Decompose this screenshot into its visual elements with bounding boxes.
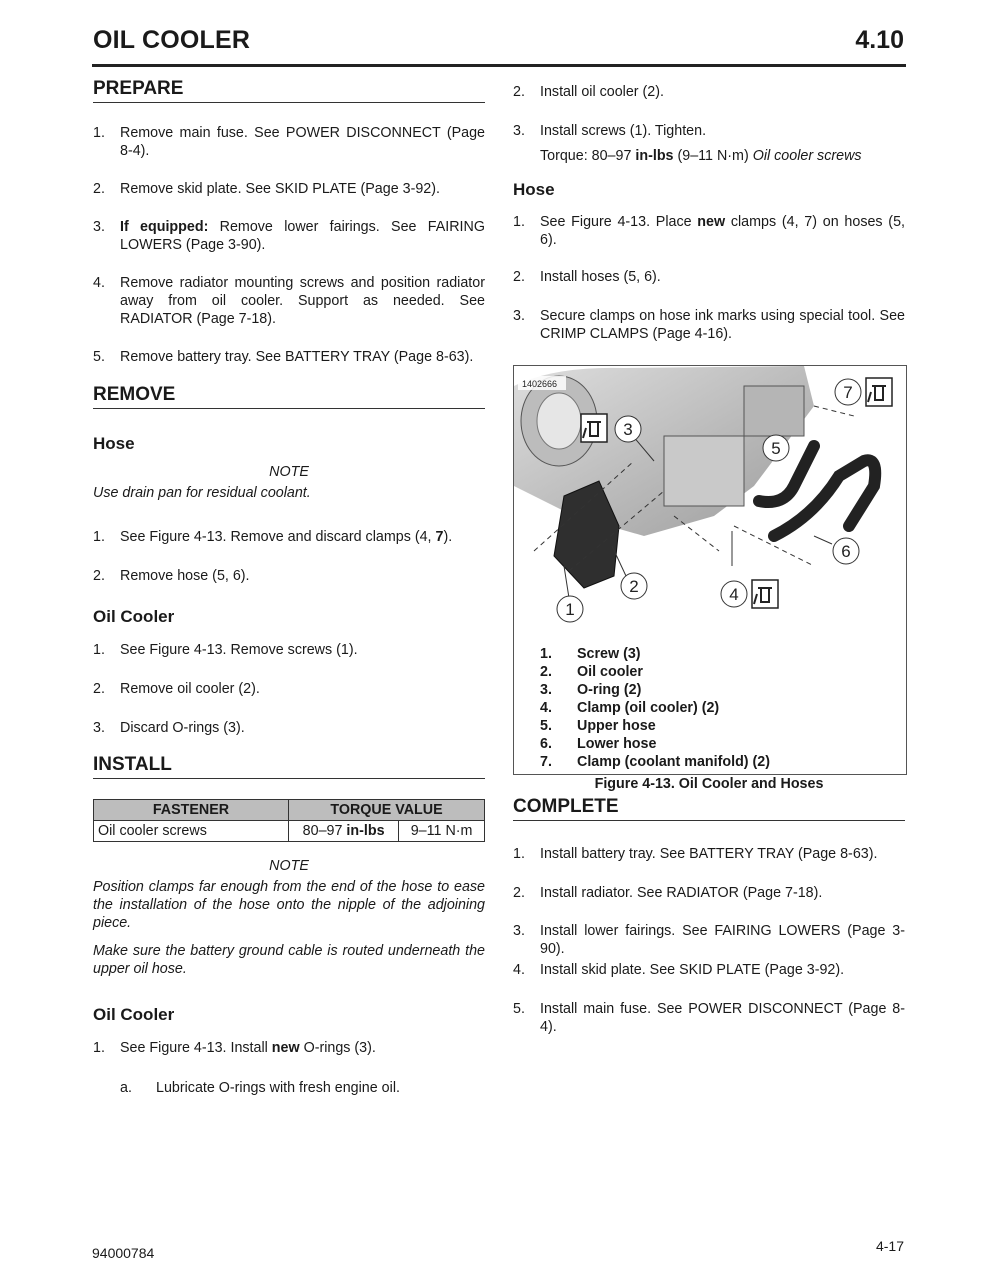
install-hose-step-2: 2. Install hoses (5, 6).	[513, 269, 661, 285]
remove-cooler-step-3: 3. Discard O-rings (3).	[93, 720, 245, 736]
legend-item: 3. O-ring (2)	[540, 682, 642, 698]
remove-oil-cooler-heading: Oil Cooler	[93, 607, 175, 626]
legend-item: 1. Screw (3)	[540, 646, 641, 662]
legend-item: 2. Oil cooler	[540, 664, 643, 680]
install-heading: INSTALL	[93, 754, 485, 779]
torque-imperial-cell: 80–97 in-lbs	[289, 821, 399, 842]
legend-item: 6. Lower hose	[540, 736, 657, 752]
prepare-step-3: 3. If equipped: Remove lower fairings. See FAIRING LOWERS (Page 3-90).	[93, 219, 485, 253]
legend-item: 4. Clamp (oil cooler) (2)	[540, 700, 720, 716]
discard-icon	[752, 580, 778, 608]
torque-spec: Torque: 80–97 in-lbs (9–11 N·m) Oil cooler screws	[540, 148, 862, 164]
section-number: 4.10	[855, 26, 904, 54]
install-note-label: NOTE	[269, 858, 309, 874]
complete-heading: COMPLETE	[513, 796, 905, 821]
page-number: 4-17	[875, 1238, 904, 1254]
install-cooler-step-2: 2. Install oil cooler (2).	[513, 84, 664, 100]
remove-hose-step-2: 2. Remove hose (5, 6).	[93, 568, 250, 584]
install-hose-step-1: 1. See Figure 4-13. Place new clamps (4, 7) on hoses (5, 6).	[513, 214, 905, 248]
prepare-step-4: 4. Remove radiator mounting screws and position radiator away from oil cooler. Support as needed. See RADIATOR (Page 7-18).	[93, 275, 485, 327]
install-hose-step-3: 3. Secure clamps on hose ink marks using special tool. See CRIMP CLAMPS (Page 4-16).	[513, 308, 905, 342]
install-cooler-substep-a: a. Lubricate O-rings with fresh engine oil.	[120, 1080, 400, 1096]
note-label: NOTE	[269, 464, 309, 480]
fastener-header: FASTENER	[94, 800, 289, 821]
page-title: OIL COOLER	[93, 26, 251, 54]
oil-cooler-illustration	[514, 366, 904, 638]
figure-caption: Figure 4-13. Oil Cooler and Hoses	[594, 776, 824, 792]
remove-hose-step-1: 1. See Figure 4-13. Remove and discard clamps (4, 7).	[93, 529, 453, 545]
remove-hose-heading: Hose	[93, 434, 135, 453]
complete-step-4: 4. Install skid plate. See SKID PLATE (Page 3-92).	[513, 962, 845, 978]
install-cooler-step-1: 1. See Figure 4-13. Install new O-rings (3).	[93, 1040, 376, 1056]
remove-cooler-step-1: 1. See Figure 4-13. Remove screws (1).	[93, 642, 358, 658]
install-cooler-step-3: 3. Install screws (1). Tighten.	[513, 123, 707, 139]
callout-4: 4	[729, 585, 739, 604]
complete-step-1: 1. Install battery tray. See BATTERY TRAY (Page 8-63).	[513, 846, 878, 862]
install-note-1: Position clamps far enough from the end of the hose to ease the installation of the hose onto the nipple of the adjoining piece.	[93, 879, 485, 931]
legend-item: 5. Upper hose	[540, 718, 656, 734]
prepare-step-2: 2. Remove skid plate. See SKID PLATE (Page 3-92).	[93, 181, 440, 197]
torque-metric-cell: 9–11 N·m	[399, 821, 485, 842]
legend-item: 7. Clamp (coolant manifold) (2)	[540, 754, 771, 770]
image-id: 1402666	[522, 379, 558, 389]
remove-heading: REMOVE	[93, 384, 485, 409]
discard-icon	[866, 378, 892, 406]
install-note-2: Make sure the battery ground cable is routed underneath the upper oil hose.	[93, 943, 485, 977]
header-rule	[92, 64, 906, 67]
prepare-heading: PREPARE	[93, 78, 485, 103]
complete-step-2: 2. Install radiator. See RADIATOR (Page 7-18).	[513, 885, 823, 901]
callout-6: 6	[841, 542, 851, 561]
manifold	[664, 436, 744, 506]
callout-7: 7	[843, 383, 853, 402]
figure-legend	[540, 645, 900, 771]
callout-1: 1	[565, 600, 575, 619]
discard-icon	[581, 414, 607, 442]
doc-number: 94000784	[92, 1245, 155, 1261]
complete-step-3: 3. Install lower fairings. See FAIRING LOWERS (Page 3-90).	[513, 923, 905, 957]
complete-step-5: 5. Install main fuse. See POWER DISCONNECT (Page 8-4).	[513, 1001, 905, 1035]
install-hose-heading: Hose	[513, 180, 555, 199]
callout-2: 2	[629, 577, 639, 596]
remove-cooler-step-2: 2. Remove oil cooler (2).	[93, 681, 260, 697]
prepare-step-5: 5. Remove battery tray. See BATTERY TRAY (Page 8-63).	[93, 349, 474, 365]
callout-5: 5	[771, 439, 781, 458]
fastener-cell: Oil cooler screws	[94, 821, 289, 842]
torque-table	[93, 799, 485, 842]
callout-3: 3	[623, 420, 633, 439]
install-oil-cooler-heading: Oil Cooler	[93, 1005, 175, 1024]
note-text: Use drain pan for residual coolant.	[93, 485, 311, 501]
prepare-step-1: 1. Remove main fuse. See POWER DISCONNECT (Page 8-4).	[93, 125, 485, 159]
torque-value-header: TORQUE VALUE	[289, 800, 485, 821]
